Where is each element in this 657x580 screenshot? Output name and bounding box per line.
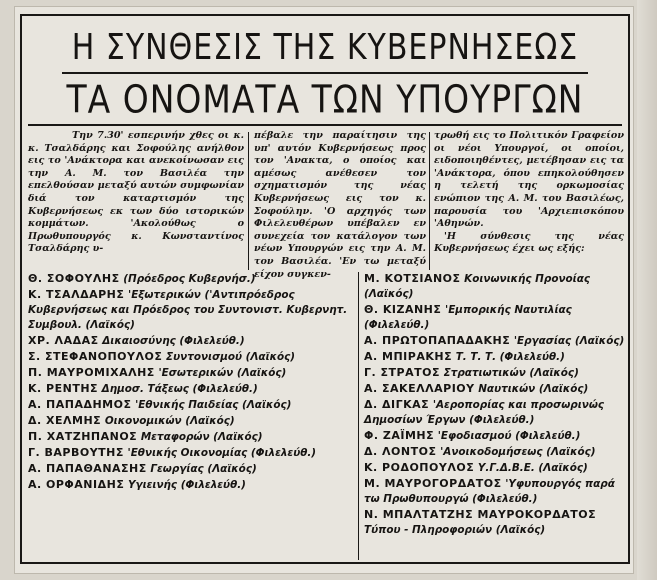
headline-divider — [62, 72, 588, 74]
ministry-title: Δικαιοσύνης (Φιλελεύθ.) — [102, 335, 245, 347]
ministry-title: Συντονισμού (Λαϊκός) — [166, 351, 296, 363]
minister-entry — [364, 365, 632, 381]
ministry-title: Υγιεινής (Φιλελεύθ.) — [127, 479, 246, 491]
minister-name: Γ. ΣΤΡΑΤΟΣ — [364, 366, 440, 379]
headline: Η ΣΥΝΘΕΣΙΣ ΤΗΣ ΚΥΒΕΡΝΗΣΕΩΣ — [71, 26, 579, 69]
intro-column-2 — [254, 130, 426, 280]
column-divider — [248, 132, 249, 270]
ministry-title: 'Εργασίας (Λαϊκός) — [513, 335, 625, 347]
ministry-title: Γεωργίας (Λαϊκός) — [150, 463, 257, 475]
minister-name: Μ. ΜΑΥΡΟΓΟΡΔΑΤΟΣ — [364, 477, 502, 490]
minister-name: Κ. ΤΣΑΛΔΑΡΗΣ — [28, 288, 125, 301]
minister-entry — [364, 302, 632, 333]
intro-paragraph-2: πέβαλε την παραίτησιν της υπ' αυτόν Κυβερνήσεως προς τον 'Ανακτα, ο οποίος και αμέσως ανέθεσεν τον σχηματισμόν της νέας Κυβερνήσεως εις τον κ. Σοφούλην. 'Ο αρχηγός των Φιλελευθέρων υπέβαλεν εν συνεχεία τον κατάλογον των νέων Υπουργών εις την Α. Μ. τον Βασιλέα. 'Εν τω μεταξύ είχον συγκεν- — [254, 130, 426, 280]
minister-name: Θ. ΚΙΖΑΝΗΣ — [364, 303, 442, 316]
minister-entry — [28, 271, 354, 287]
adjacent-page-edge — [637, 0, 657, 580]
minister-entry — [364, 444, 632, 460]
newspaper-clipping — [14, 6, 634, 574]
intro-paragraph-3: τρωθή εις το Πολιτικόν Γραφείον οι νέοι Υπουργοί, οι οποίοι, ειδοποιηθέντες, μετέβησαν εις τα 'Ανάκτορα, όπου επηκολούθησεν η τελετή της ορκωμοσίας ενώπιον της Α. Μ. του Βασιλέως, παρουσία του 'Αρχιεπισκόπου 'Αθηνών. — [434, 130, 624, 230]
ministry-title: Κοινωνικής Προνοίας (Λαϊκός) — [364, 273, 591, 300]
ministry-title: Οικονομικών (Λαϊκός) — [104, 415, 235, 427]
ministry-title: Μεταφορών (Λαϊκός) — [140, 431, 263, 443]
minister-entry — [364, 333, 632, 349]
minister-entry — [28, 477, 354, 493]
minister-entry — [28, 333, 354, 349]
intro-column-3 — [434, 130, 624, 270]
ministry-title: Υ.Γ.Δ.Β.Ε. (Λαϊκός) — [477, 462, 588, 474]
minister-name: Α. ΜΠΙΡΑΚΗΣ — [364, 350, 453, 363]
minister-entry — [28, 445, 354, 461]
minister-entry — [364, 507, 632, 538]
list-divider — [358, 272, 359, 560]
article-frame — [20, 14, 630, 564]
minister-entry — [364, 428, 632, 444]
minister-name: Δ. ΧΕΛΜΗΣ — [28, 414, 102, 427]
ministry-title: 'Εθνικής Παιδείας (Λαϊκός) — [135, 399, 292, 411]
ministry-title: 'Εμπορικής Ναυτιλίας (Φιλελεύθ.) — [364, 304, 572, 331]
minister-name: Μ. ΚΟΤΣΙΑΝΟΣ — [364, 272, 461, 285]
minister-entry — [28, 287, 354, 333]
ministry-title: Δημοσ. Τάξεως (Φιλελεύθ.) — [101, 383, 258, 395]
minister-name: Α. ΠΑΠΑΔΗΜΟΣ — [28, 398, 132, 411]
subheadline: ΤΑ ΟΝΟΜΑΤΑ ΤΩΝ ΥΠΟΥΡΓΩΝ — [66, 77, 584, 122]
minister-name: Α. ΠΡΩΤΟΠΑΠΑΔΑΚΗΣ — [364, 334, 511, 347]
ministry-title: Τ. Τ. Τ. (Φιλελεύθ.) — [455, 351, 565, 363]
subheadline-divider — [28, 124, 622, 126]
ministry-title: 'Εξωτερικών ('Αντιπρόεδρος Κυβερνήσεως και Πρόεδρος του Συντονιστ. Κυβερνητ. Συμβουλ. (Λαϊκός) — [28, 289, 348, 331]
minister-entry — [364, 460, 632, 476]
intro-column-1 — [28, 130, 244, 270]
minister-name: Δ. ΛΟΝΤΟΣ — [364, 445, 437, 458]
minister-entry — [28, 381, 354, 397]
minister-entry — [364, 476, 632, 507]
minister-name: Σ. ΣΤΕΦΑΝΟΠΟΥΛΟΣ — [28, 350, 163, 363]
column-divider — [429, 132, 430, 270]
minister-entry — [28, 349, 354, 365]
minister-entry — [28, 365, 354, 381]
minister-entry — [28, 461, 354, 477]
minister-entry — [364, 271, 632, 302]
minister-name: Π. ΜΑΥΡΟΜΙΧΑΛΗΣ — [28, 366, 155, 379]
ministers-list-left — [28, 271, 354, 493]
minister-name: Κ. ΡΕΝΤΗΣ — [28, 382, 99, 395]
minister-name: ΧΡ. ΛΑΔΑΣ — [28, 334, 99, 347]
minister-entry — [364, 381, 632, 397]
minister-name: Δ. ΔΙΓΚΑΣ — [364, 398, 430, 411]
ministers-list-right — [364, 271, 632, 538]
ministry-title: Στρατιωτικών (Λαϊκός) — [443, 367, 579, 379]
intro-paragraph-1: Την 7.30' εσπερινήν χθες οι κ. κ. Τσαλδάρης και Σοφούλης ανήλθον εις το 'Ανάκτορα και ανεκοίνωσαν εις την Α. Μ. τον Βασιλέα την επελθούσαν μεταξύ αυτών συμφωνίαν διά τον καταρτισμόν της Κυβερνήσεως εκ των δύο ιστορικών κομμάτων. 'Ακολούθως ο Πρωθυπουργός κ. Κωνσταντίνος Τσαλδάρης υ- — [28, 130, 244, 255]
minister-name: Ν. ΜΠΑΛΤΑΤΖΗΣ ΜΑΥΡΟΚΟΡΔΑΤΟΣ — [364, 508, 597, 521]
minister-entry — [28, 429, 354, 445]
minister-name: Α. ΟΡΦΑΝΙΔΗΣ — [28, 478, 125, 491]
minister-entry — [28, 397, 354, 413]
intro-paragraph-4: 'Η σύνθεσις της νέας Κυβερνήσεως έχει ως εξής: — [434, 230, 624, 255]
minister-entry — [364, 397, 632, 428]
ministry-title: 'Ανοικοδομήσεως (Λαϊκός) — [440, 446, 596, 458]
minister-name: Φ. ΖΑΪΜΗΣ — [364, 429, 435, 442]
minister-entry — [28, 413, 354, 429]
minister-entry — [364, 349, 632, 365]
minister-name: Α. ΣΑΚΕΛΛΑΡΙΟΥ — [364, 382, 475, 395]
ministry-title: (Πρόεδρος Κυβερνήσ.) — [123, 273, 256, 285]
minister-name: Π. ΧΑΤΖΗΠΑΝΟΣ — [28, 430, 138, 443]
ministry-title: 'Εθνικής Οικονομίας (Φιλελεύθ.) — [127, 447, 317, 459]
minister-name: Θ. ΣΟΦΟΥΛΗΣ — [28, 272, 120, 285]
minister-name: Κ. ΡΟΔΟΠΟΥΛΟΣ — [364, 461, 475, 474]
minister-name: Α. ΠΑΠΑΘΑΝΑΣΗΣ — [28, 462, 147, 475]
ministry-title: 'Εφοδιασμού (Φιλελεύθ.) — [437, 430, 581, 442]
ministry-title: Ναυτικών (Λαϊκός) — [478, 383, 589, 395]
ministry-title: Τύπου - Πληροφοριών (Λαϊκός) — [364, 524, 546, 536]
ministry-title: 'Εσωτερικών (Λαϊκός) — [158, 367, 287, 379]
ministry-title: 'Αεροπορίας και προσωρινώς Δημοσίων Έργων (Φιλελεύθ.) — [364, 399, 605, 426]
ministry-title: 'Υφυπουργός παρά τω Πρωθυπουργώ (Φιλελεύθ.) — [364, 478, 615, 505]
minister-name: Γ. ΒΑΡΒΟΥΤΗΣ — [28, 446, 124, 459]
